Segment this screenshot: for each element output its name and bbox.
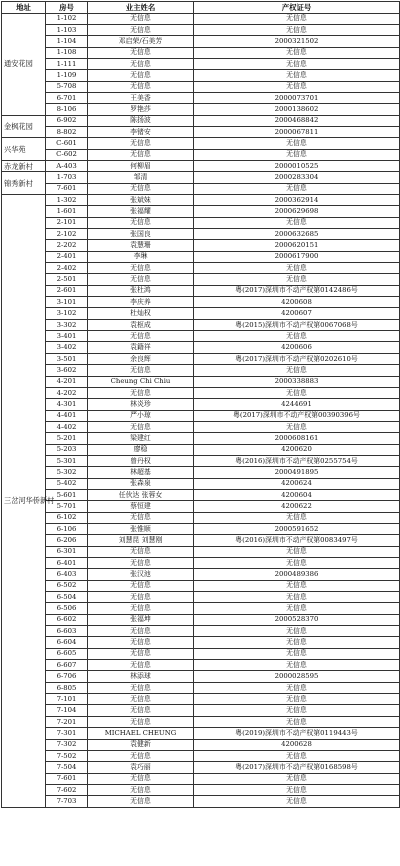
room-cell: 2-101 (46, 217, 88, 228)
owner-cell: 张福坤 (88, 614, 194, 625)
room-cell: 6-607 (46, 660, 88, 671)
owner-cell: 无信息 (88, 592, 194, 603)
owner-cell: 张国良 (88, 229, 194, 240)
owner-cell: 廖稳 (88, 444, 194, 455)
table-row (2, 342, 400, 353)
room-cell: 6-403 (46, 569, 88, 580)
certificate-cell: 无信息 (194, 546, 400, 557)
owner-cell: 无信息 (88, 694, 194, 705)
room-cell: 4-401 (46, 410, 88, 421)
room-cell: C-602 (46, 149, 88, 160)
table-row (2, 195, 400, 206)
owner-cell: 张福耀 (88, 206, 194, 217)
owner-cell: 无信息 (88, 512, 194, 523)
table-row (2, 399, 400, 410)
owner-cell: 无信息 (88, 796, 194, 807)
room-cell: 7-104 (46, 705, 88, 716)
room-cell: 1-104 (46, 36, 88, 47)
table-row (2, 739, 400, 750)
room-cell: 6-301 (46, 546, 88, 557)
property-table (1, 1, 400, 808)
owner-cell: 曾丹权 (88, 455, 194, 466)
table-row (2, 523, 400, 534)
certificate-cell: 2000138602 (194, 104, 400, 115)
room-cell: 7-601 (46, 773, 88, 784)
table-row (2, 308, 400, 319)
certificate-cell: 无信息 (194, 81, 400, 92)
room-cell: 5-302 (46, 467, 88, 478)
table-header (2, 2, 400, 14)
owner-cell: 无信息 (88, 70, 194, 81)
room-cell: 6-506 (46, 603, 88, 614)
table-row (2, 421, 400, 432)
table-row (2, 569, 400, 580)
header-room: 房号 (46, 2, 88, 14)
table-row (2, 331, 400, 342)
table-row (2, 285, 400, 296)
certificate-cell: 无信息 (194, 637, 400, 648)
table-row (2, 92, 400, 103)
certificate-cell: 无信息 (194, 421, 400, 432)
table-row (2, 126, 400, 137)
room-cell: 5-701 (46, 501, 88, 512)
address-cell: 金枫花园 (2, 115, 46, 138)
certificate-cell: 4200624 (194, 478, 400, 489)
table-row (2, 376, 400, 387)
certificate-cell: 2000632685 (194, 229, 400, 240)
owner-cell: 袁慧珊 (88, 240, 194, 251)
table-row (2, 206, 400, 217)
certificate-cell: 无信息 (194, 648, 400, 659)
owner-cell: 无信息 (88, 784, 194, 795)
certificate-cell: 无信息 (194, 24, 400, 35)
owner-cell: 何柳眉 (88, 160, 194, 171)
owner-cell: 无信息 (88, 24, 194, 35)
table-row (2, 784, 400, 795)
table-row (2, 444, 400, 455)
certificate-cell: 无信息 (194, 580, 400, 591)
certificate-cell: 2000608161 (194, 433, 400, 444)
table-row (2, 455, 400, 466)
owner-cell: 邹清 (88, 172, 194, 183)
table-row (2, 13, 400, 24)
owner-cell: 无信息 (88, 149, 194, 160)
address-cell: 赤龙新村 (2, 160, 46, 171)
room-cell: 3-402 (46, 342, 88, 353)
room-cell: 6-805 (46, 682, 88, 693)
room-cell: 6-605 (46, 648, 88, 659)
header-owner: 业主姓名 (88, 2, 194, 14)
certificate-cell: 无信息 (194, 592, 400, 603)
table-row (2, 36, 400, 47)
room-cell: 5-708 (46, 81, 88, 92)
table-row (2, 410, 400, 421)
table-row (2, 592, 400, 603)
room-cell: 1-111 (46, 58, 88, 69)
certificate-cell: 2000489386 (194, 569, 400, 580)
room-cell: 6-701 (46, 92, 88, 103)
room-cell: 5-601 (46, 489, 88, 500)
room-cell: 4-202 (46, 387, 88, 398)
table-row (2, 773, 400, 784)
room-cell: 7-201 (46, 716, 88, 727)
certificate-cell: 无信息 (194, 149, 400, 160)
certificate-cell: 无信息 (194, 682, 400, 693)
owner-cell: 林添球 (88, 671, 194, 682)
table-row (2, 614, 400, 625)
table-row (2, 58, 400, 69)
owner-cell: 林炎珍 (88, 399, 194, 410)
certificate-cell: 粤(2017)深圳市不动产权第0202610号 (194, 353, 400, 364)
room-cell: 7-703 (46, 796, 88, 807)
room-cell: 2-402 (46, 263, 88, 274)
certificate-cell: 4200622 (194, 501, 400, 512)
header-certificate: 产权证号 (194, 2, 400, 14)
certificate-cell: 2000338883 (194, 376, 400, 387)
owner-cell: 袁枢成 (88, 319, 194, 330)
owner-cell: 无信息 (88, 626, 194, 637)
owner-cell: 无信息 (88, 217, 194, 228)
owner-cell: 无信息 (88, 546, 194, 557)
owner-cell: 无信息 (88, 580, 194, 591)
owner-cell: 无信息 (88, 263, 194, 274)
certificate-cell: 4200628 (194, 739, 400, 750)
room-cell: 1-109 (46, 70, 88, 81)
table-row (2, 501, 400, 512)
table-row (2, 353, 400, 364)
certificate-cell: 无信息 (194, 47, 400, 58)
owner-cell: 无信息 (88, 183, 194, 194)
owner-cell: 梁建红 (88, 433, 194, 444)
table-row (2, 274, 400, 285)
owner-cell: 余良辉 (88, 353, 194, 364)
table-row (2, 716, 400, 727)
table-row (2, 433, 400, 444)
owner-cell: 无信息 (88, 682, 194, 693)
owner-cell: 陈扬波 (88, 115, 194, 126)
certificate-cell: 无信息 (194, 58, 400, 69)
certificate-cell: 粤(2016)深圳市不动产权第0083497号 (194, 535, 400, 546)
table-row (2, 70, 400, 81)
table-row (2, 229, 400, 240)
table-row (2, 603, 400, 614)
address-cell: 三岔河华侨新村 (2, 195, 46, 808)
table-row (2, 478, 400, 489)
table-row (2, 682, 400, 693)
table-row (2, 297, 400, 308)
room-cell: 1-703 (46, 172, 88, 183)
certificate-cell: 2000283304 (194, 172, 400, 183)
certificate-cell: 4200604 (194, 489, 400, 500)
certificate-cell: 无信息 (194, 603, 400, 614)
certificate-cell: 2000028595 (194, 671, 400, 682)
owner-cell: 蔡恒建 (88, 501, 194, 512)
owner-cell: 任伙达 张蓉女 (88, 489, 194, 500)
room-cell: 6-102 (46, 512, 88, 523)
table-row (2, 489, 400, 500)
owner-cell: 张惟顺 (88, 523, 194, 534)
header-address: 地址 (2, 2, 46, 14)
table-row (2, 728, 400, 739)
owner-cell: 袁巧丽 (88, 762, 194, 773)
table-row (2, 626, 400, 637)
room-cell: 5-301 (46, 455, 88, 466)
room-cell: 4-201 (46, 376, 88, 387)
certificate-cell: 无信息 (194, 13, 400, 24)
owner-cell: 无信息 (88, 47, 194, 58)
certificate-cell: 2000629698 (194, 206, 400, 217)
room-cell: 2-401 (46, 251, 88, 262)
table-row (2, 750, 400, 761)
table-row (2, 160, 400, 171)
room-cell: 1-108 (46, 47, 88, 58)
table-row (2, 546, 400, 557)
room-cell: C-601 (46, 138, 88, 149)
room-cell: 1-302 (46, 195, 88, 206)
certificate-cell: 2000067811 (194, 126, 400, 137)
owner-cell: 无信息 (88, 648, 194, 659)
table-row (2, 319, 400, 330)
certificate-cell: 2000491895 (194, 467, 400, 478)
owner-cell: 无信息 (88, 603, 194, 614)
room-cell: 6-206 (46, 535, 88, 546)
owner-cell: 无信息 (88, 387, 194, 398)
certificate-cell: 粤(2017)深圳市不动产权第0168598号 (194, 762, 400, 773)
room-cell: 3-501 (46, 353, 88, 364)
header-row (2, 2, 400, 14)
owner-cell: 杜灿权 (88, 308, 194, 319)
room-cell: 6-603 (46, 626, 88, 637)
certificate-cell: 4200607 (194, 308, 400, 319)
room-cell: 6-106 (46, 523, 88, 534)
owner-cell: 无信息 (88, 274, 194, 285)
owner-cell: 无信息 (88, 13, 194, 24)
certificate-cell: 粤(2015)深圳市不动产权第0067068号 (194, 319, 400, 330)
room-cell: 7-602 (46, 784, 88, 795)
table-row (2, 660, 400, 671)
certificate-cell: 4200608 (194, 297, 400, 308)
room-cell: 7-504 (46, 762, 88, 773)
certificate-cell: 2000528370 (194, 614, 400, 625)
address-cell: 锦秀新村 (2, 172, 46, 195)
table-row (2, 796, 400, 807)
owner-cell: 无信息 (88, 365, 194, 376)
certificate-cell: 无信息 (194, 626, 400, 637)
owner-cell: 张汉池 (88, 569, 194, 580)
table-row (2, 637, 400, 648)
owner-cell: 王美香 (88, 92, 194, 103)
certificate-cell: 2000321502 (194, 36, 400, 47)
table-row (2, 648, 400, 659)
table-row (2, 365, 400, 376)
table-row (2, 172, 400, 183)
certificate-cell: 无信息 (194, 512, 400, 523)
certificate-cell: 无信息 (194, 183, 400, 194)
room-cell: 2-202 (46, 240, 88, 251)
certificate-cell: 无信息 (194, 331, 400, 342)
owner-cell: 无信息 (88, 81, 194, 92)
table-row (2, 671, 400, 682)
owner-cell: 李庆养 (88, 297, 194, 308)
certificate-cell: 无信息 (194, 694, 400, 705)
owner-cell: 林超基 (88, 467, 194, 478)
certificate-cell: 4244691 (194, 399, 400, 410)
owner-cell: 邓启荣/石美芳 (88, 36, 194, 47)
owner-cell: 无信息 (88, 58, 194, 69)
certificate-cell: 无信息 (194, 365, 400, 376)
room-cell: 2-601 (46, 285, 88, 296)
certificate-cell: 无信息 (194, 784, 400, 795)
certificate-cell: 无信息 (194, 263, 400, 274)
room-cell: 7-301 (46, 728, 88, 739)
owner-cell: 袁健新 (88, 739, 194, 750)
room-cell: A-403 (46, 160, 88, 171)
property-document (1, 1, 399, 808)
room-cell: 7-302 (46, 739, 88, 750)
table-row (2, 694, 400, 705)
room-cell: 7-502 (46, 750, 88, 761)
certificate-cell: 无信息 (194, 716, 400, 727)
certificate-cell: 无信息 (194, 387, 400, 398)
certificate-cell: 无信息 (194, 558, 400, 569)
table-row (2, 251, 400, 262)
room-cell: 8-802 (46, 126, 88, 137)
table-row (2, 240, 400, 251)
table-row (2, 512, 400, 523)
owner-cell: 无信息 (88, 138, 194, 149)
owner-cell: 袁籍祥 (88, 342, 194, 353)
certificate-cell: 粤(2019)深圳市不动产权第0119443号 (194, 728, 400, 739)
owner-cell: 李琳 (88, 251, 194, 262)
room-cell: 5-203 (46, 444, 88, 455)
room-cell: 6-604 (46, 637, 88, 648)
certificate-cell: 无信息 (194, 660, 400, 671)
owner-cell: 无信息 (88, 773, 194, 784)
certificate-cell: 无信息 (194, 705, 400, 716)
owner-cell: 无信息 (88, 558, 194, 569)
room-cell: 3-101 (46, 297, 88, 308)
room-cell: 6-902 (46, 115, 88, 126)
room-cell: 5-402 (46, 478, 88, 489)
owner-cell: 无信息 (88, 421, 194, 432)
table-row (2, 535, 400, 546)
table-row (2, 115, 400, 126)
table-row (2, 558, 400, 569)
owner-cell: 无信息 (88, 750, 194, 761)
room-cell: 7-601 (46, 183, 88, 194)
certificate-cell: 2000620151 (194, 240, 400, 251)
room-cell: 6-706 (46, 671, 88, 682)
room-cell: 3-102 (46, 308, 88, 319)
table-row (2, 138, 400, 149)
address-cell: 兴华苑 (2, 138, 46, 161)
certificate-cell: 粤(2016)深圳市不动产权第0255754号 (194, 455, 400, 466)
certificate-cell: 无信息 (194, 70, 400, 81)
certificate-cell: 4200606 (194, 342, 400, 353)
room-cell: 4-402 (46, 421, 88, 432)
owner-cell: 李锗安 (88, 126, 194, 137)
owner-cell: 无信息 (88, 716, 194, 727)
certificate-cell: 2000073701 (194, 92, 400, 103)
table-row (2, 580, 400, 591)
owner-cell: 罗艳莎 (88, 104, 194, 115)
certificate-cell: 无信息 (194, 796, 400, 807)
room-cell: 3-302 (46, 319, 88, 330)
certificate-cell: 无信息 (194, 138, 400, 149)
certificate-cell: 粤(2017)深圳市不动产权第0142486号 (194, 285, 400, 296)
owner-cell: 张杜鸿 (88, 285, 194, 296)
table-row (2, 762, 400, 773)
certificate-cell: 4200620 (194, 444, 400, 455)
room-cell: 4-301 (46, 399, 88, 410)
room-cell: 1-102 (46, 13, 88, 24)
room-cell: 6-602 (46, 614, 88, 625)
table-body (2, 13, 400, 807)
owner-cell: 张斌妹 (88, 195, 194, 206)
owner-cell: 刘慧昆 刘慧刚 (88, 535, 194, 546)
room-cell: 2-501 (46, 274, 88, 285)
certificate-cell: 2000468842 (194, 115, 400, 126)
table-row (2, 387, 400, 398)
table-row (2, 263, 400, 274)
certificate-cell: 2000591652 (194, 523, 400, 534)
room-cell: 6-504 (46, 592, 88, 603)
owner-cell: MICHAEL CHEUNG (88, 728, 194, 739)
room-cell: 3-602 (46, 365, 88, 376)
owner-cell: 无信息 (88, 637, 194, 648)
table-row (2, 24, 400, 35)
certificate-cell: 2000362914 (194, 195, 400, 206)
table-row (2, 149, 400, 160)
room-cell: 5-201 (46, 433, 88, 444)
certificate-cell: 无信息 (194, 274, 400, 285)
owner-cell: 张森泉 (88, 478, 194, 489)
room-cell: 8-106 (46, 104, 88, 115)
address-cell: 通安花园 (2, 13, 46, 115)
table-row (2, 705, 400, 716)
certificate-cell: 无信息 (194, 217, 400, 228)
table-row (2, 217, 400, 228)
room-cell: 6-401 (46, 558, 88, 569)
certificate-cell: 2000010525 (194, 160, 400, 171)
room-cell: 1-103 (46, 24, 88, 35)
owner-cell: 严小琼 (88, 410, 194, 421)
table-row (2, 183, 400, 194)
owner-cell: 无信息 (88, 705, 194, 716)
table-row (2, 47, 400, 58)
owner-cell: 无信息 (88, 660, 194, 671)
certificate-cell: 无信息 (194, 750, 400, 761)
certificate-cell: 无信息 (194, 773, 400, 784)
certificate-cell: 粤(2017)深圳市不动产权第00390396号 (194, 410, 400, 421)
room-cell: 7-101 (46, 694, 88, 705)
room-cell: 2-102 (46, 229, 88, 240)
room-cell: 1-601 (46, 206, 88, 217)
table-row (2, 104, 400, 115)
room-cell: 6-502 (46, 580, 88, 591)
table-row (2, 467, 400, 478)
owner-cell: Cheung Chi Chiu (88, 376, 194, 387)
room-cell: 3-401 (46, 331, 88, 342)
table-row (2, 81, 400, 92)
owner-cell: 无信息 (88, 331, 194, 342)
certificate-cell: 2000617900 (194, 251, 400, 262)
